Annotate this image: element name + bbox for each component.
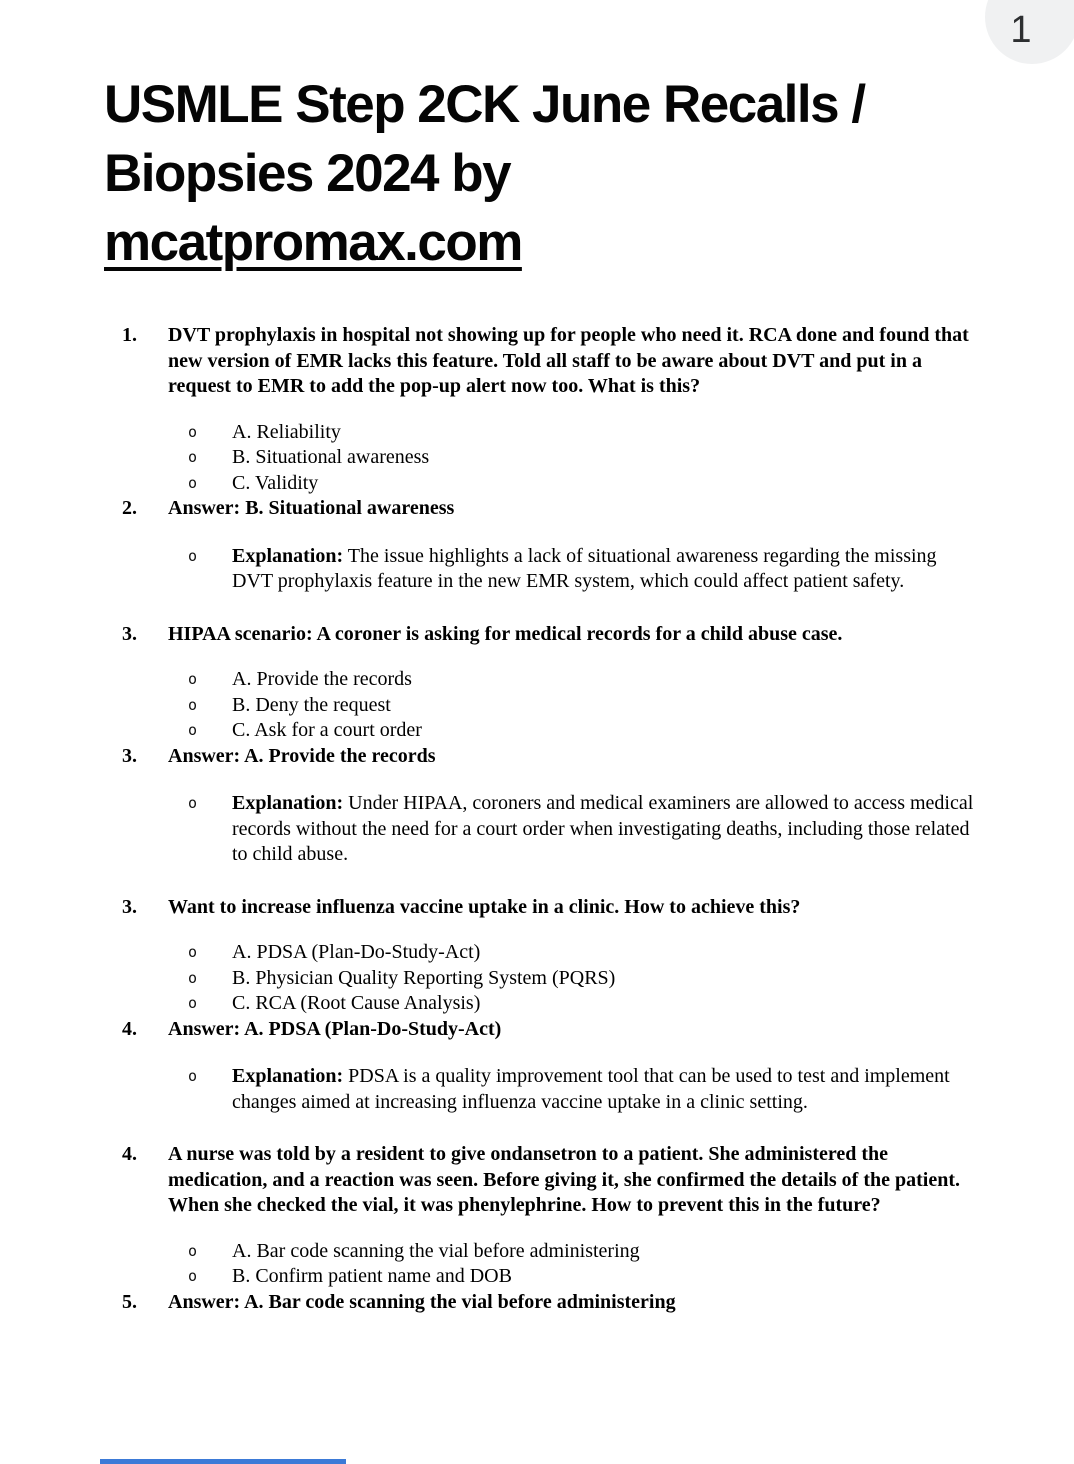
question-block <box>122 895 978 1017</box>
option-text: B. Situational awareness <box>232 446 430 468</box>
answer-block <box>122 1017 978 1116</box>
question-block <box>122 1142 978 1290</box>
answer-block <box>122 744 978 868</box>
title-link[interactable]: mcatpromax.com <box>104 213 522 272</box>
answer-text: Answer: B. Situational awareness <box>168 497 455 519</box>
answer-text: Answer: A. Provide the records <box>168 744 436 767</box>
option-text: B. Confirm patient name and DOB <box>232 1265 512 1287</box>
circle-bullet-icon: o <box>188 1267 198 1285</box>
circle-bullet-icon: o <box>188 994 198 1012</box>
title-line-2: Biopsies 2024 by <box>104 144 511 203</box>
question-text: A nurse was told by a resident to give ondansetron to a patient. She administered the medication, and a reaction was seen. Before giving it, she confirmed the details of the patient. When she checked the vial, it was phenylephrine. How to prevent this in the future? <box>168 1143 960 1216</box>
question-text: HIPAA scenario: A coroner is asking for medical records for a child abuse case. <box>168 622 843 645</box>
answer-text: Answer: A. Bar code scanning the vial before administering <box>168 1290 676 1313</box>
circle-bullet-icon: o <box>188 448 198 466</box>
option-item <box>122 693 978 719</box>
options-list <box>122 940 978 1017</box>
circle-bullet-icon: o <box>188 670 198 688</box>
option-item <box>122 1239 978 1265</box>
options-list <box>122 1239 978 1290</box>
option-text: A. PDSA (Plan-Do-Study-Act) <box>232 941 481 963</box>
explanation-text: Explanation: PDSA is a quality improvement tool that can be used to test and implement changes aimed at increasing influenza vaccine uptake in a clinic setting. <box>232 1065 950 1113</box>
option-text: C. Validity <box>232 471 319 494</box>
page-number: 1 <box>1010 8 1032 51</box>
explanation-text: Explanation: Under HIPAA, coroners and medical examiners are allowed to access medical records without the need for a court order when investigating deaths, including those related to child abuse. <box>232 792 974 865</box>
document-title <box>0 0 1074 277</box>
circle-bullet-icon: o <box>188 422 198 441</box>
option-text: C. Ask for a court order <box>232 719 422 741</box>
option-text: B. Deny the request <box>232 693 391 716</box>
option-item <box>122 991 978 1017</box>
answer-block <box>122 496 978 595</box>
circle-bullet-icon: o <box>188 968 198 987</box>
question-block <box>122 622 978 744</box>
options-list <box>122 667 978 744</box>
options-list <box>122 420 978 497</box>
circle-bullet-icon: o <box>188 794 198 812</box>
circle-bullet-icon: o <box>188 695 198 714</box>
clipped-bottom-element <box>100 1459 346 1464</box>
explanation-label: Explanation: <box>232 1065 344 1087</box>
question-text: Want to increase influenza vaccine uptake in a clinic. How to achieve this? <box>168 895 801 918</box>
question-number: 1. <box>122 324 137 346</box>
qa-list <box>0 323 1074 1315</box>
answer-text: Answer: A. PDSA (Plan-Do-Study-Act) <box>168 1017 502 1040</box>
answer-number: 3. <box>122 744 137 767</box>
option-text: A. Provide the records <box>232 668 412 690</box>
option-text: A. Reliability <box>232 420 341 443</box>
circle-bullet-icon: o <box>188 473 198 492</box>
circle-bullet-icon: o <box>188 721 198 739</box>
option-text: A. Bar code scanning the vial before administering <box>232 1239 640 1262</box>
explanation <box>122 791 978 868</box>
question-number: 3. <box>122 622 137 645</box>
answer-number: 2. <box>122 497 137 519</box>
option-item <box>122 940 978 966</box>
explanation-label: Explanation: <box>232 792 344 814</box>
circle-bullet-icon: o <box>188 1067 198 1085</box>
explanation-label: Explanation: <box>232 544 344 567</box>
circle-bullet-icon: o <box>188 546 198 565</box>
circle-bullet-icon: o <box>188 943 198 961</box>
explanation-text: Explanation: The issue highlights a lack of situational awareness regarding the missing DVT prophylaxis feature in the new EMR system, which could affect patient safety. <box>232 544 937 592</box>
circle-bullet-icon: o <box>188 1241 198 1260</box>
title-line-1: USMLE Step 2CK June Recalls / <box>104 75 865 134</box>
explanation <box>122 544 978 595</box>
question-number: 3. <box>122 895 137 918</box>
explanation <box>122 1064 978 1115</box>
option-item <box>122 445 978 471</box>
question-text: DVT prophylaxis in hospital not showing up for people who need it. RCA done and found that new version of EMR lacks this feature. Told all staff to be aware about DVT and put in a request to EMR to add the pop-up alert now too. What is this? <box>168 324 969 397</box>
option-text: C. RCA (Root Cause Analysis) <box>232 992 481 1014</box>
option-item <box>122 718 978 744</box>
option-item <box>122 1264 978 1290</box>
answer-number: 5. <box>122 1290 137 1313</box>
option-item <box>122 966 978 992</box>
question-number: 4. <box>122 1143 137 1165</box>
answer-number: 4. <box>122 1017 137 1040</box>
question-block <box>122 323 978 496</box>
answer-block <box>122 1290 978 1316</box>
option-item <box>122 471 978 497</box>
option-text: B. Physician Quality Reporting System (PQRS) <box>232 966 616 989</box>
option-item <box>122 420 978 446</box>
option-item <box>122 667 978 693</box>
